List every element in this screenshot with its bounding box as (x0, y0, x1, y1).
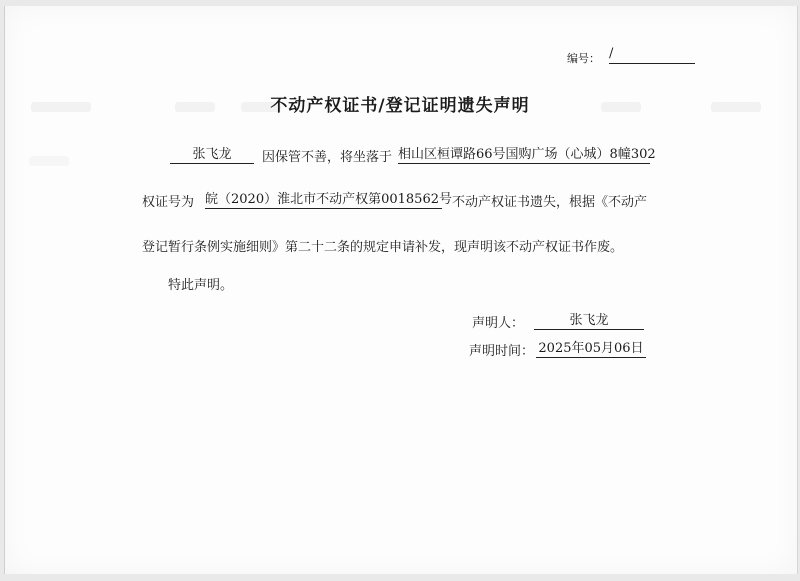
body-text-4: 登记暂行条例实施细则》第二十二条的规定申请补发，现声明该不动产权证书作废。 (142, 240, 624, 255)
declarant-name-field: 张飞龙 (170, 143, 254, 164)
body-text-2: 权证号为 (142, 195, 195, 210)
body-text-3: 不动产权证书遗失，根据《不动产 (452, 195, 648, 210)
closing-statement: 特此声明。 (168, 278, 234, 293)
document-number-value: / (609, 46, 695, 64)
signature-label: 声明人： (472, 316, 525, 331)
bleed-through-mark (29, 156, 69, 166)
body-text-1: 因保管不善，将坐落于 (262, 150, 393, 165)
property-location-field: 相山区桓谭路66号国购广场（心城）8幢302 (398, 143, 650, 164)
date-label: 声明时间： (469, 344, 535, 359)
document-title: 不动产权证书/登记证明遗失声明 (270, 96, 530, 116)
signature-name-field: 张飞龙 (534, 309, 644, 330)
declaration-date-field: 2025年05月06日 (536, 337, 646, 358)
document-number-label: 编号： (567, 52, 600, 65)
certificate-number-field: 皖（2020）淮北市不动产权第0018562号 (205, 188, 442, 209)
